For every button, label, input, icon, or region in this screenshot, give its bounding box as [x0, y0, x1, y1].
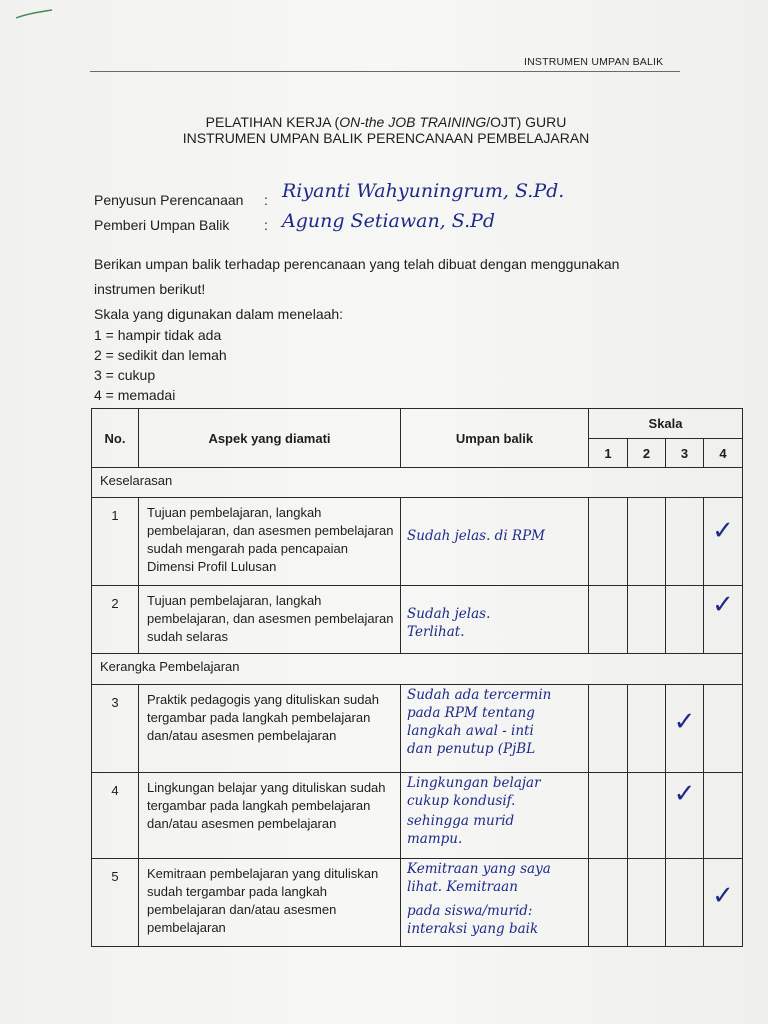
- header-scale-4: 4: [704, 439, 743, 468]
- scale-item-4: 4 = memadai: [94, 387, 176, 403]
- penyusun-colon: :: [264, 192, 268, 208]
- check-mark: ✓: [666, 773, 704, 859]
- feedback-line: interaksi yang baik: [407, 921, 539, 937]
- feedback-line: cukup kondusif.: [407, 793, 516, 809]
- row-feedback: [401, 685, 589, 773]
- title-line-2: INSTRUMEN UMPAN BALIK PERENCANAAN PEMBELAJARAN: [182, 130, 590, 146]
- pemberi-signature: Agung Setiawan, S.Pd: [282, 210, 496, 232]
- check-mark: ✓: [704, 498, 743, 586]
- instruction-line-1: Berikan umpan balik terhadap perencanaan yang telah dibuat dengan menggunakan: [94, 256, 620, 272]
- penyusun-signature: Riyanti Wahyuningrum, S.Pd.: [282, 180, 565, 202]
- row-feedback: [401, 859, 589, 947]
- row-aspect: Tujuan pembelajaran, langkah pembelajaran, dan asesmen pembelajaran sudah selaras: [139, 586, 401, 654]
- feedback-line: lihat. Kemitraan: [407, 879, 518, 895]
- feedback-line: mampu.: [407, 831, 463, 847]
- feedback-line: Sudah jelas. di RPM: [407, 528, 545, 544]
- title-text-1: PELATIHAN KERJA (ON-the JOB TRAINING/OJT) GURU: [205, 114, 567, 130]
- feedback-line: langkah awal - inti: [407, 723, 534, 739]
- scale-cell-2: [628, 498, 666, 586]
- scale-cell-2: [628, 685, 666, 773]
- table-row: [92, 859, 743, 947]
- header-scale-2: 2: [628, 439, 666, 468]
- feedback-table: [91, 408, 743, 947]
- scale-cell-1: [589, 773, 628, 859]
- row-number: 5: [92, 859, 139, 947]
- header-no: No.: [92, 409, 139, 468]
- scale-item-3: 3 = cukup: [94, 367, 156, 383]
- feedback-line: pada RPM tentang: [407, 705, 535, 721]
- feedback-line: dan penutup (PjBL: [407, 741, 536, 757]
- scale-cell-1: [589, 859, 628, 947]
- table-row: [92, 586, 743, 654]
- row-feedback: [401, 773, 589, 859]
- row-aspect: Tujuan pembelajaran, langkah pembelajaran, dan asesmen pembelajaran sudah mengarah pada pencapaian Dimensi Profil Lulusan: [139, 498, 401, 586]
- row-number: 3: [92, 685, 139, 773]
- section-kerangka: Kerangka Pembelajaran: [92, 654, 743, 685]
- feedback-line: sehingga murid: [407, 813, 515, 829]
- scale-cell-3: [666, 498, 704, 586]
- scale-cell-4: [704, 685, 743, 773]
- scale-cell-3: [666, 859, 704, 947]
- scale-cell-1: [589, 498, 628, 586]
- scale-cell-2: [628, 586, 666, 654]
- header-scale-3: 3: [666, 439, 704, 468]
- row-number: 1: [92, 498, 139, 586]
- pemberi-label: Pemberi Umpan Balik: [94, 217, 230, 233]
- scale-item-1: 1 = hampir tidak ada: [94, 327, 222, 343]
- instruction-line-2: instrumen berikut!: [94, 281, 206, 297]
- row-number: 2: [92, 586, 139, 654]
- table-row: [92, 498, 743, 586]
- check-mark: ✓: [704, 586, 743, 654]
- feedback-line: Sudah ada tercermin: [407, 687, 552, 703]
- header-divider: [90, 71, 680, 72]
- scale-cell-4: [704, 773, 743, 859]
- scale-cell-3: [666, 586, 704, 654]
- penyusun-label: Penyusun Perencanaan: [94, 192, 244, 208]
- section-keselarasan: Keselarasan: [92, 468, 743, 498]
- scale-cell-1: [589, 685, 628, 773]
- scale-intro: Skala yang digunakan dalam menelaah:: [94, 306, 344, 322]
- header-aspect: Aspek yang diamati: [139, 409, 401, 468]
- feedback-line: Sudah jelas.: [407, 606, 491, 622]
- title-line-1: [90, 114, 682, 130]
- row-number: 4: [92, 773, 139, 859]
- feedback-line: Lingkungan belajar: [407, 775, 541, 791]
- row-aspect: Kemitraan pembelajaran yang dituliskan sudah tergambar pada langkah pembelajaran dan/atau asesmen pembelajaran: [139, 859, 401, 947]
- feedback-line: Kemitraan yang saya: [407, 861, 551, 877]
- scale-cell-2: [628, 773, 666, 859]
- row-aspect: Praktik pedagogis yang dituliskan sudah tergambar pada langkah pembelajaran dan/atau asesmen pembelajaran: [139, 685, 401, 773]
- feedback-line: Terlihat.: [407, 624, 465, 640]
- header-scale-1: 1: [589, 439, 628, 468]
- header-feedback: Umpan balik: [401, 409, 589, 468]
- title-italic-term: ON-the JOB TRAINING: [339, 114, 487, 130]
- scale-item-2: 2 = sedikit dan lemah: [94, 347, 227, 363]
- table-row: [92, 685, 743, 773]
- header-scale: Skala: [589, 409, 743, 439]
- row-feedback: [401, 498, 589, 586]
- scale-cell-1: [589, 586, 628, 654]
- row-aspect: Lingkungan belajar yang dituliskan sudah tergambar pada langkah pembelajaran dan/atau asesmen pembelajaran: [139, 773, 401, 859]
- pemberi-colon: :: [264, 217, 268, 233]
- check-mark: ✓: [704, 859, 743, 947]
- scale-cell-2: [628, 859, 666, 947]
- feedback-line: pada siswa/murid:: [407, 903, 533, 919]
- header-label: INSTRUMEN UMPAN BALIK: [524, 56, 664, 68]
- pen-mark: [14, 8, 54, 20]
- check-mark: ✓: [666, 685, 704, 773]
- table-row: [92, 773, 743, 859]
- row-feedback: [401, 586, 589, 654]
